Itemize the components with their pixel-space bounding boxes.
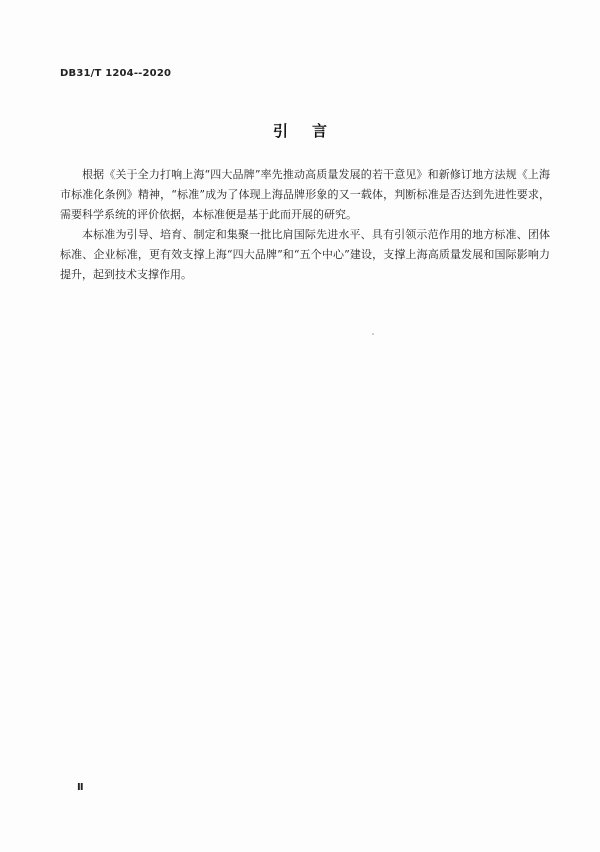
paragraph-2: 本标准为引导、培育、制定和集聚一批比肩国际先进水平、具有引领示范作用的地方标准、团体标准、企业标准，更有效支撑上海“四大品牌”和“五个中心”建设，支撑上海高质量发展和国际影响力提升，起到技术支撑作用。 — [60, 228, 550, 281]
section-title: 引言 — [272, 122, 351, 140]
paragraph-1: 根据《关于全力打响上海“四大品牌”率先推动高质量发展的若干意见》和新修订地方法规《上海市标准化条例》精神，“标准”成为了体现上海品牌形象的又一载体，判断标准是否达到先进性要求，需要科学系统的评价依据，本标准便是基于此而开展的研究。 — [60, 168, 550, 221]
body-text — [60, 165, 550, 285]
page-number: Ⅱ — [77, 782, 84, 793]
document-code: DB31/T 1204--2020 — [60, 68, 172, 79]
scan-speck — [372, 333, 374, 335]
